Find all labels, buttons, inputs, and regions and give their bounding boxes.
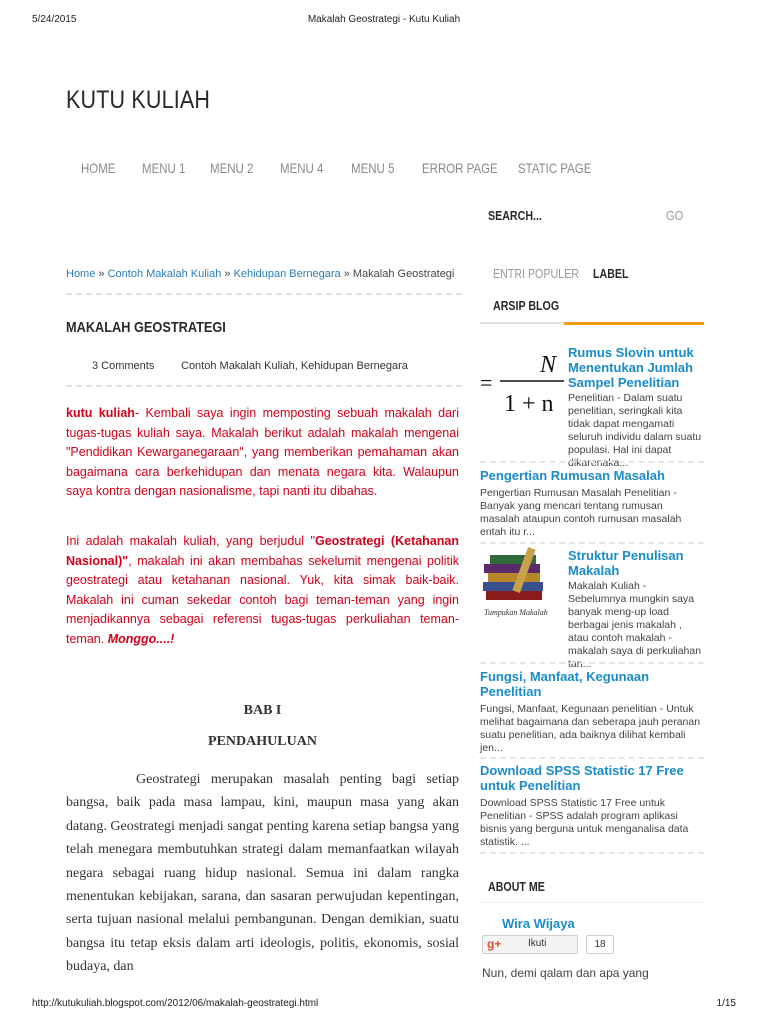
breadcrumb-category-1[interactable]: Contoh Makalah Kuliah [107, 268, 222, 280]
google-plus-follow-button[interactable] [482, 935, 578, 954]
divider [480, 757, 704, 759]
popular-post-1-title[interactable]: Rumus Slovin untuk Menentukan Jumlah Sampel Penelitian [568, 345, 694, 390]
popular-post-3-snippet-wrap [480, 580, 704, 671]
print-doc-title: Makalah Geostrategi - Kutu Kuliah [307, 14, 461, 25]
paper-title-bold: Geostrategi (Ketahanan Nasional)" [66, 534, 459, 568]
breadcrumb-home[interactable]: Home [66, 268, 96, 280]
divider [66, 293, 462, 295]
body-paragraph: Geostrategi merupakan masalah penting bagi setiap bangsa, baik pada masa lampau, kini, maupun masa yang akan datang. Geostrategi menjadi sangat penting karena setiap bangsa yang telah menegara membutuhkan strategi dalam memanfaatkan wilayah negara sebagai ruang hidup nasional. Semua ini dalam rangka menentukan kebijakan, sarana, dan sasaran perwujudan kepentingan, serta tujuan nasional melalui pembangunan. Dengan demikian, suatu bangsa itu tetap eksis dalam arti ideologis, politis, ekonomis, sosial budaya, dan [66, 772, 459, 975]
popular-post-1-snippet-text: Penelitian - Dalam suatu penelitian, seringkali kita tidak dapat mengamati seluruh individu dalam suatu populasi. Hal ini dapat dikarenaka... [568, 392, 702, 469]
tab-entri-populer[interactable]: ENTRI POPULER [493, 266, 579, 281]
sidebar-tabs [480, 262, 704, 328]
follow-label: Ikuti [528, 938, 547, 949]
nav-menu-1[interactable]: MENU 1 [142, 160, 186, 176]
post-title: MAKALAH GEOSTRATEGI [66, 319, 226, 336]
popular-post-3-title-wrap [480, 548, 704, 578]
breadcrumb-separator: » [98, 268, 105, 280]
formula-numerator: N [540, 352, 557, 378]
tab-label[interactable]: LABEL [593, 266, 629, 281]
intro-paragraph-2 [66, 532, 459, 649]
google-plus-icon: g+ [487, 937, 502, 951]
tab-arsip-blog[interactable]: ARSIP BLOG [493, 298, 560, 313]
print-footer [32, 998, 736, 1012]
divider [480, 902, 704, 903]
breadcrumb-current: Makalah Geostrategi [352, 268, 455, 280]
popular-post-4-snippet: Fungsi, Manfaat, Kegunaan penelitian - Untuk melihat bagaimana dan seberapa jauh peranan suatu penelitian, ada baiknya dilihat kembali jen... [480, 703, 701, 754]
divider [66, 385, 462, 387]
popular-post-4-title[interactable]: Fungsi, Manfaat, Kegunaan Penelitian [480, 669, 650, 699]
search-go-button[interactable]: GO [666, 208, 684, 223]
chapter-number: BAB I [243, 703, 282, 718]
nav-menu-4[interactable]: MENU 4 [280, 160, 324, 176]
post-categories[interactable]: Contoh Makalah Kuliah, Kehidupan Bernegara [181, 360, 408, 372]
monggo-bold: Monggo....! [107, 631, 175, 646]
about-me-heading: ABOUT ME [488, 879, 545, 894]
formula-equals: = [480, 370, 493, 395]
follower-count: 18 [586, 935, 614, 954]
intro-text-2a: Ini adalah makalah kuliah, yang berjudul " [66, 534, 315, 548]
divider [480, 542, 704, 544]
popular-post-2-title[interactable]: Pengertian Rumusan Masalah [480, 468, 665, 483]
nav-menu-2[interactable]: MENU 2 [210, 160, 254, 176]
popular-post-2-snippet: Pengertian Rumusan Masalah Penelitian - Banyak yang mencari tentang rumusan masalah ataupun contoh rumusan masalah entah itu r... [480, 487, 682, 538]
popular-post-5-snippet: Download SPSS Statistic 17 Free untuk Penelitian - SPSS adalah program aplikasi bisnis yang berguna untuk menganalisa data statistik. ... [480, 797, 689, 848]
print-header [32, 14, 736, 28]
nav-static-page[interactable]: STATIC PAGE [518, 160, 592, 176]
books-caption: Tumpukan Makalah [484, 608, 548, 617]
popular-post-4 [480, 669, 704, 755]
breadcrumb-separator: » [343, 268, 350, 280]
divider [480, 461, 704, 463]
popular-post-3-title[interactable]: Struktur Penulisan Makalah [568, 548, 684, 578]
print-page-number: 1/15 [716, 998, 736, 1009]
intro-paragraph-1 [66, 404, 459, 502]
author-name[interactable]: Wira Wijaya [502, 916, 575, 931]
chapter-title: PENDAHULUAN [208, 734, 317, 749]
popular-post-2 [480, 468, 704, 539]
nav-menu-5[interactable]: MENU 5 [351, 160, 395, 176]
breadcrumb-separator: » [224, 268, 231, 280]
breadcrumb [66, 268, 454, 280]
intro-text-1: - Kembali saya ingin memposting sebuah makalah dari tugas-tugas kuliah saya. Makalah berikut adalah makalah mengenai "Pendidikan Kewarganegaraan", yang memberikan pemahaman akan bagaimana cara berkehidupan dan menata negara kita. Walaupun saya kontra dengan nasionalisme, tapi nanti itu dibahas. [66, 406, 459, 498]
popular-post-5-title[interactable]: Download SPSS Statistic 17 Free untuk Penelitian [480, 763, 684, 793]
comments-link[interactable]: 3 Comments [92, 360, 155, 372]
nav-home[interactable]: HOME [81, 160, 116, 176]
nav-error-page[interactable]: ERROR PAGE [422, 160, 498, 176]
breadcrumb-category-2[interactable]: Kehidupan Bernegara [233, 268, 341, 280]
tab-active-indicator [564, 322, 704, 325]
popular-post-1-snippet-wrap [480, 392, 704, 470]
post-meta [92, 360, 408, 372]
about-me-text: Nun, demi qalam dan apa yang [482, 966, 649, 980]
popular-post-3-snippet: Makalah Kuliah - Sebelumnya mungkin saya banyak meng-up load berbagai jenis makalah , atau contoh makalah -makalah saya di perkuliahan tan... [568, 580, 702, 670]
search-input[interactable]: SEARCH... [488, 208, 542, 223]
popular-post-1-title-wrap [480, 345, 704, 390]
search-box [488, 208, 688, 228]
intro-text-2b: , makalah ini akan membahas sekelumit mengenai politik geostrategi atau ketahanan nasional. Yuk, kita simak baik-baik. Makalah ini cuman sekedar contoh bagi teman-teman yang ingin menjadikannya sebagai referensi tugas-tugas perkuliahan teman-teman. [66, 553, 459, 646]
divider [480, 662, 704, 664]
divider [480, 852, 704, 854]
print-date: 5/24/2015 [32, 14, 77, 25]
popular-post-5 [480, 763, 704, 849]
blog-name-bold: kutu kuliah [66, 406, 135, 420]
site-title[interactable]: KUTU KULIAH [66, 86, 211, 114]
print-url: http://kutukuliah.blogspot.com/2012/06/makalah-geostrategi.html [32, 998, 319, 1009]
popular-post-1-snippet [480, 392, 704, 470]
formula-denominator: 1 + n [504, 391, 554, 417]
